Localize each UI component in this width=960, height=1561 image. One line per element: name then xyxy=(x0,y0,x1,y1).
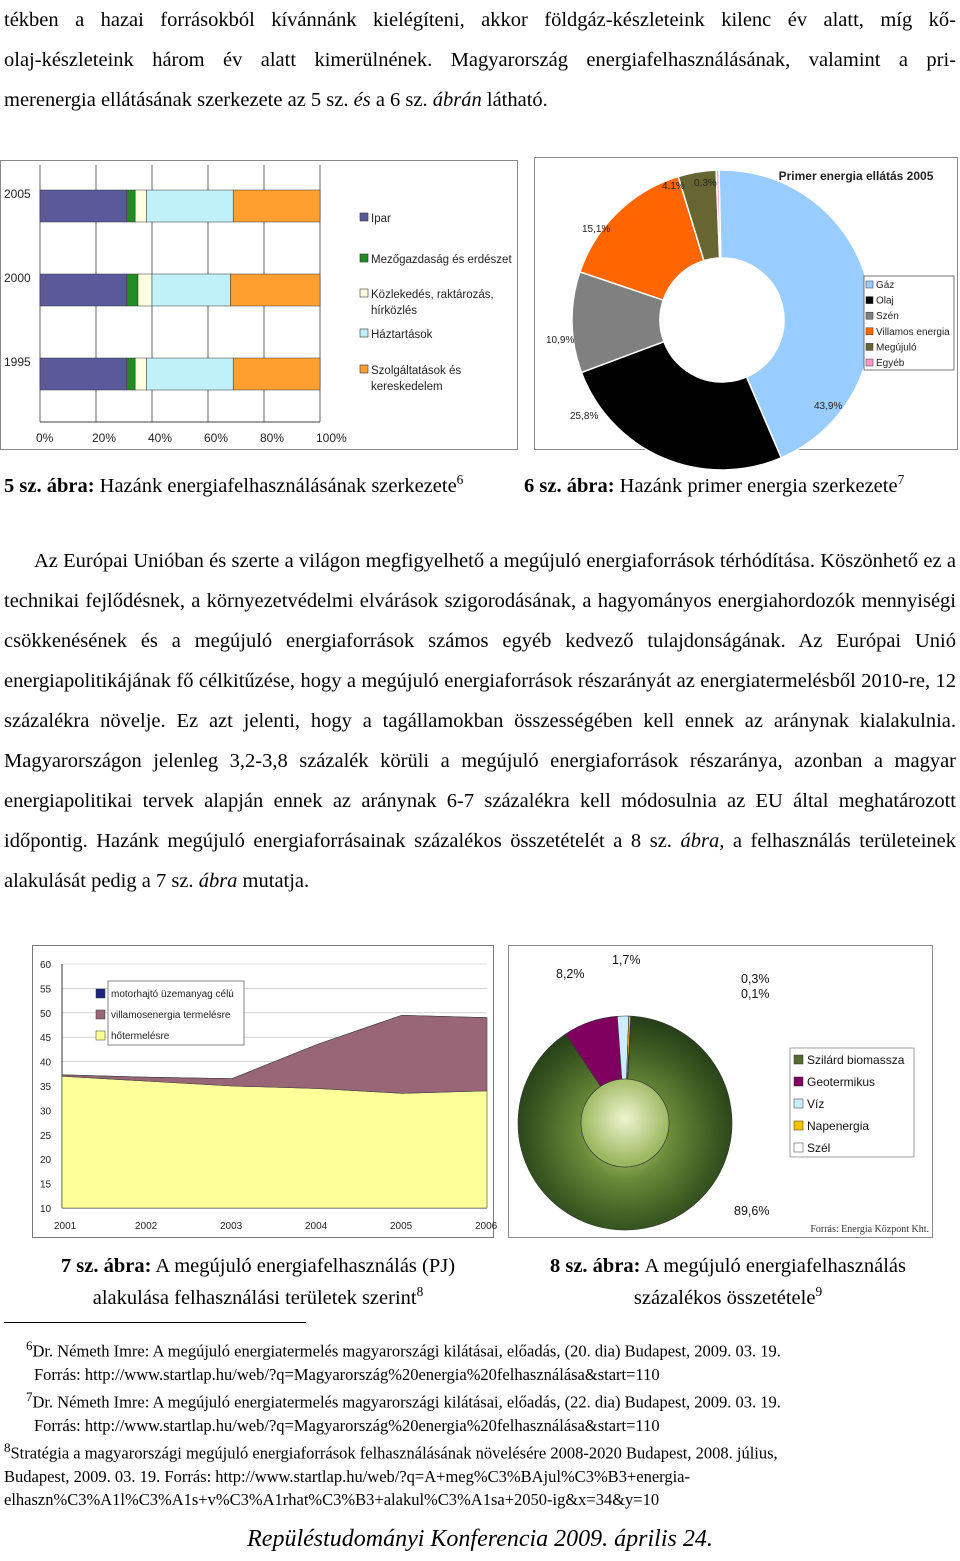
fig6-legend-swatch xyxy=(866,328,873,335)
caption-label: 6 sz. ábra: xyxy=(524,474,615,497)
caption-text: A megújuló energiafelhasználás (PJ) xyxy=(151,1255,456,1277)
fig7-y-tick-label: 50 xyxy=(40,1008,52,1020)
fig8-legend-swatch xyxy=(794,1099,803,1108)
fig5-legend-swatch xyxy=(360,365,368,373)
fig5-category-label: 2005 xyxy=(4,187,31,201)
fig7-y-tick-label: 15 xyxy=(40,1179,52,1191)
fig8-legend-label: Napenergia xyxy=(807,1119,870,1133)
figure-6-caption xyxy=(524,467,904,499)
fig5-bar-segment xyxy=(40,274,127,306)
fig8-slice-label: 0,1% xyxy=(741,987,770,1001)
fig5-legend-label: Mezőgazdaság és erdészet xyxy=(371,254,512,266)
fig7-x-tick-label: 2003 xyxy=(220,1221,243,1232)
footnote-mark: 7 xyxy=(26,1389,33,1404)
intro-text: merenergia ellátásának szerkezete az 5 sz. xyxy=(4,89,354,111)
fig6-legend-swatch xyxy=(866,359,873,366)
footnote-link[interactable]: Forrás: http://www.startlap.hu/web/?q=Magyarország%20energia%20felhasználása&start=110 xyxy=(34,1364,660,1384)
fig7-y-tick-label: 25 xyxy=(40,1130,52,1142)
intro-italic-abran: ábrán xyxy=(432,89,482,111)
footnote-line xyxy=(4,1465,954,1488)
fig6-legend-label: Olaj xyxy=(876,295,894,307)
fig6-slice-label: 15,1% xyxy=(582,224,611,235)
fig6-slice-label: 25,8% xyxy=(570,411,599,422)
fig6-slice-label: 10,9% xyxy=(546,335,575,346)
intro-line-3 xyxy=(4,80,956,120)
fig5-bar-segment xyxy=(40,358,127,390)
caption-text: Hazánk energiafelhasználásának szerkezete xyxy=(94,474,457,497)
fig8-legend-label: Szél xyxy=(807,1141,831,1155)
footnote-mark: 6 xyxy=(26,1338,33,1353)
body-italic: ábra xyxy=(198,870,238,892)
fig5-legend-swatch xyxy=(360,289,368,297)
body-text: a felhasználás területeinek alakulását pedig a 7 sz. xyxy=(4,830,956,892)
fig5-legend-swatch xyxy=(360,329,368,337)
fig8-legend-swatch xyxy=(794,1077,803,1086)
fig5-legend-swatch xyxy=(360,254,368,262)
caption-footnote-mark: 7 xyxy=(897,472,905,487)
footnote-line xyxy=(4,1414,954,1437)
caption-footnote-mark: 8 xyxy=(416,1284,424,1299)
fig6-legend-label: Megújuló xyxy=(876,342,917,354)
fig7-x-tick-label: 2005 xyxy=(390,1221,413,1232)
body-italic: ábra, xyxy=(680,830,725,852)
footnote-link[interactable]: Forrás: http://www.startlap.hu/web/?q=Magyarország%20energia%20felhasználása&start=110 xyxy=(34,1415,660,1435)
body-text: Az Európai Unióban és szerte a világon megfigyelhető a megújuló energiaforrások térhódítása. Köszönhető ez a technikai fejlődésnek, a környezetvédelmi elvárások szigorodásának, a hagyományos energiahordozók mennyiségi csökkenésének és a megújuló energiaforrások számos egyéb kedvező tulajdonságának. Az Európai Unió energiapolitikájának fő célkitűzése, hogy a megújuló energiaforrások részarányát az energiatermelésből 2010-re, 12 százalékra növelje. Ez azt jelenti, hogy a tagállamokban összességében kell ennek az aránynak kialakulnia. Magyarországon jelenleg 3,2-3,8 százalék körüli a megújuló energiaforrások részaránya, azonban a magyar energiapolitikai tervek alapján ennek az aránynak 6-7 százalékra kell módosulnia az EU által meghatározott időpontig. Hazánk megújuló energiaforrásainak százalékos összetételét a 8 sz. xyxy=(4,550,956,852)
fig5-legend-label: Közlekedés, raktározás, hírközlés xyxy=(371,289,494,317)
page-footer: Repüléstudományi Konferencia 2009. április 24. xyxy=(247,1526,713,1552)
footnote-mark: 8 xyxy=(4,1440,11,1455)
caption-text: százalékos összetétele xyxy=(633,1286,816,1309)
footnote-line xyxy=(4,1363,954,1386)
fig5-category-label: 1995 xyxy=(4,355,31,369)
fig8-slice-label: 8,2% xyxy=(556,967,585,981)
fig7-y-tick-label: 55 xyxy=(40,984,52,996)
fig6-slice-label: 43,9% xyxy=(814,401,843,412)
fig7-y-tick-label: 45 xyxy=(40,1033,52,1045)
caption-line-2 xyxy=(20,1279,496,1311)
fig5-bar-segment xyxy=(138,274,152,306)
figure-7-caption xyxy=(20,1253,496,1311)
fig5-bar-segment xyxy=(127,274,138,306)
fig5-bar-segment xyxy=(146,358,233,390)
fig8-legend-label: Víz xyxy=(807,1097,825,1111)
fig7-legend-label: hőtermelésre xyxy=(111,1031,170,1042)
caption-footnote-mark: 6 xyxy=(456,472,464,487)
fig6-legend-label: Szén xyxy=(876,311,899,323)
fig8-slice-label: 1,7% xyxy=(612,953,641,967)
fig7-legend-label: motorhajtó üzemanyag célú xyxy=(111,989,234,1000)
footnote-text: Stratégia a magyarországi megújuló energiaforrások felhasználásának növelésére 2008-2020 Budapest, 2008. július, xyxy=(10,1443,778,1463)
fig5-x-tick-label: 20% xyxy=(92,431,117,445)
caption-text: alakulása felhasználási területek szerint xyxy=(92,1286,417,1309)
fig7-y-tick-label: 35 xyxy=(40,1082,52,1093)
fig5-legend-swatch xyxy=(360,213,368,221)
figure-8-caption xyxy=(510,1253,946,1311)
intro-text: látható. xyxy=(481,89,548,111)
fig7-y-tick-label: 30 xyxy=(40,1106,52,1118)
fig5-x-tick-label: 0% xyxy=(36,431,54,445)
figure-5-caption xyxy=(4,467,463,499)
fig7-y-tick-label: 40 xyxy=(40,1057,52,1069)
fig5-bar-segment xyxy=(233,190,320,222)
caption-line-2 xyxy=(510,1279,946,1311)
fig5-legend-label: Háztartások xyxy=(371,329,433,341)
body-paragraph xyxy=(4,541,956,901)
footnote-line xyxy=(4,1385,954,1414)
intro-line-1: tékben a hazai forrásokból kívánnánk kielégíteni, akkor földgáz-készleteink kilenc év alatt, míg kő- xyxy=(4,9,956,31)
fig6-legend-swatch xyxy=(866,297,873,304)
figure-8-doughnut-chart xyxy=(508,945,933,1238)
footnote-6 xyxy=(4,1334,954,1386)
fig5-legend-label: Ipar xyxy=(371,213,391,225)
footnote-text: Dr. Németh Imre: A megújuló energiatermelés magyarországi kilátásai, előadás, (20. dia) Budapest, 2009. 03. 19. xyxy=(32,1341,781,1361)
fig5-x-tick-label: 40% xyxy=(148,431,173,445)
fig7-legend-swatch xyxy=(96,1010,105,1019)
footnote-line xyxy=(4,1488,954,1511)
fig8-legend-swatch xyxy=(794,1143,803,1152)
intro-italic-es: és xyxy=(353,89,371,111)
caption-footnote-mark: 9 xyxy=(815,1284,823,1299)
fig5-bar-segment xyxy=(233,358,320,390)
fig7-legend-label: villamosenergia termelésre xyxy=(111,1010,231,1021)
footnote-link[interactable]: Budapest, 2009. 03. 19. Forrás: http://www.startlap.hu/web/?q=A+meg%C3%BAjul%C3%B3+energia- xyxy=(4,1466,690,1486)
caption-line-1 xyxy=(510,1253,946,1279)
fig8-legend-label: Szilárd biomassza xyxy=(807,1053,905,1067)
intro-text: a 6 sz. xyxy=(370,89,433,111)
caption-line-1 xyxy=(20,1253,496,1279)
footnote-line xyxy=(4,1436,954,1465)
fig5-bar-segment xyxy=(127,190,135,222)
fig5-bar-segment xyxy=(40,190,127,222)
fig7-legend-swatch xyxy=(96,1031,105,1040)
footnote-separator xyxy=(4,1322,306,1323)
fig8-center xyxy=(581,1079,669,1167)
footnote-8 xyxy=(4,1436,954,1511)
footnote-link[interactable]: elhaszn%C3%A1l%C3%A1s+v%C3%A1rhat%C3%B3+alakul%C3%A1sa+2050-ig&x=34&y=10 xyxy=(4,1489,660,1509)
fig6-legend-swatch xyxy=(866,312,873,319)
fig7-y-tick-label: 60 xyxy=(40,960,52,971)
fig5-bar-segment xyxy=(135,358,146,390)
fig5-x-tick-label: 100% xyxy=(316,431,347,445)
fig8-source: Forrás: Energia Központ Kht. xyxy=(810,1224,929,1235)
caption-label: 8 sz. ábra: xyxy=(549,1255,641,1277)
footnote-7 xyxy=(4,1385,954,1437)
fig5-legend-label: Szolgáltatások és kereskedelem xyxy=(371,365,462,393)
fig6-slice-label: 0,3% xyxy=(694,178,717,189)
fig7-legend-swatch xyxy=(96,989,105,998)
fig5-category-label: 2000 xyxy=(4,271,31,285)
fig5-bar-segment xyxy=(230,274,320,306)
body-text: mutatja. xyxy=(237,870,310,892)
fig6-legend-swatch xyxy=(866,281,873,288)
fig5-bar-segment xyxy=(152,274,230,306)
fig6-legend-label: Gáz xyxy=(876,280,895,291)
fig8-slice-label: 0,3% xyxy=(741,972,770,986)
caption-label: 7 sz. ábra: xyxy=(60,1255,152,1277)
fig5-bar-segment xyxy=(146,190,233,222)
fig6-title: Primer energia ellátás 2005 xyxy=(778,169,934,183)
fig7-x-tick-label: 2004 xyxy=(305,1221,328,1232)
fig5-bar-segment xyxy=(127,358,135,390)
fig8-legend-swatch xyxy=(794,1121,803,1130)
fig7-x-tick-label: 2002 xyxy=(135,1221,158,1232)
fig7-x-tick-label: 2001 xyxy=(54,1221,77,1232)
fig5-x-tick-label: 80% xyxy=(260,431,285,445)
intro-paragraph xyxy=(4,0,956,120)
fig7-y-tick-label: 10 xyxy=(40,1204,52,1215)
fig8-slice-label: 89,6% xyxy=(734,1204,770,1218)
fig5-x-tick-label: 60% xyxy=(204,431,229,445)
figure-6-doughnut-chart xyxy=(534,157,958,450)
fig6-legend-label: Villamos energia xyxy=(876,326,950,338)
caption-text: Hazánk primer energia szerkezete xyxy=(614,474,898,497)
figure-5-bar-chart xyxy=(0,160,518,450)
fig8-legend-swatch xyxy=(794,1055,803,1064)
fig8-legend-label: Geotermikus xyxy=(807,1075,876,1089)
fig5-bar-segment xyxy=(135,190,146,222)
caption-text: A megújuló energiafelhasználás xyxy=(640,1255,906,1277)
fig7-area-series xyxy=(62,1076,487,1208)
caption-label: 5 sz. ábra: xyxy=(4,474,95,497)
fig7-x-tick-label: 2006 xyxy=(475,1221,498,1232)
fig6-slice-label: 4,1% xyxy=(662,181,685,192)
figure-7-area-chart xyxy=(32,945,498,1238)
footnote-line xyxy=(4,1334,954,1363)
fig6-legend-swatch xyxy=(866,343,873,350)
fig7-y-tick-label: 20 xyxy=(40,1155,52,1167)
fig6-legend-label: Egyéb xyxy=(876,358,905,369)
footnote-text: Dr. Németh Imre: A megújuló energiatermelés magyarországi kilátásai, előadás, (22. dia) Budapest, 2009. 03. 19. xyxy=(32,1392,781,1412)
intro-line-2: olaj-készleteink három év alatt kimerülnének. Magyarország energiafelhasználásának, valamint a pri- xyxy=(4,49,956,71)
